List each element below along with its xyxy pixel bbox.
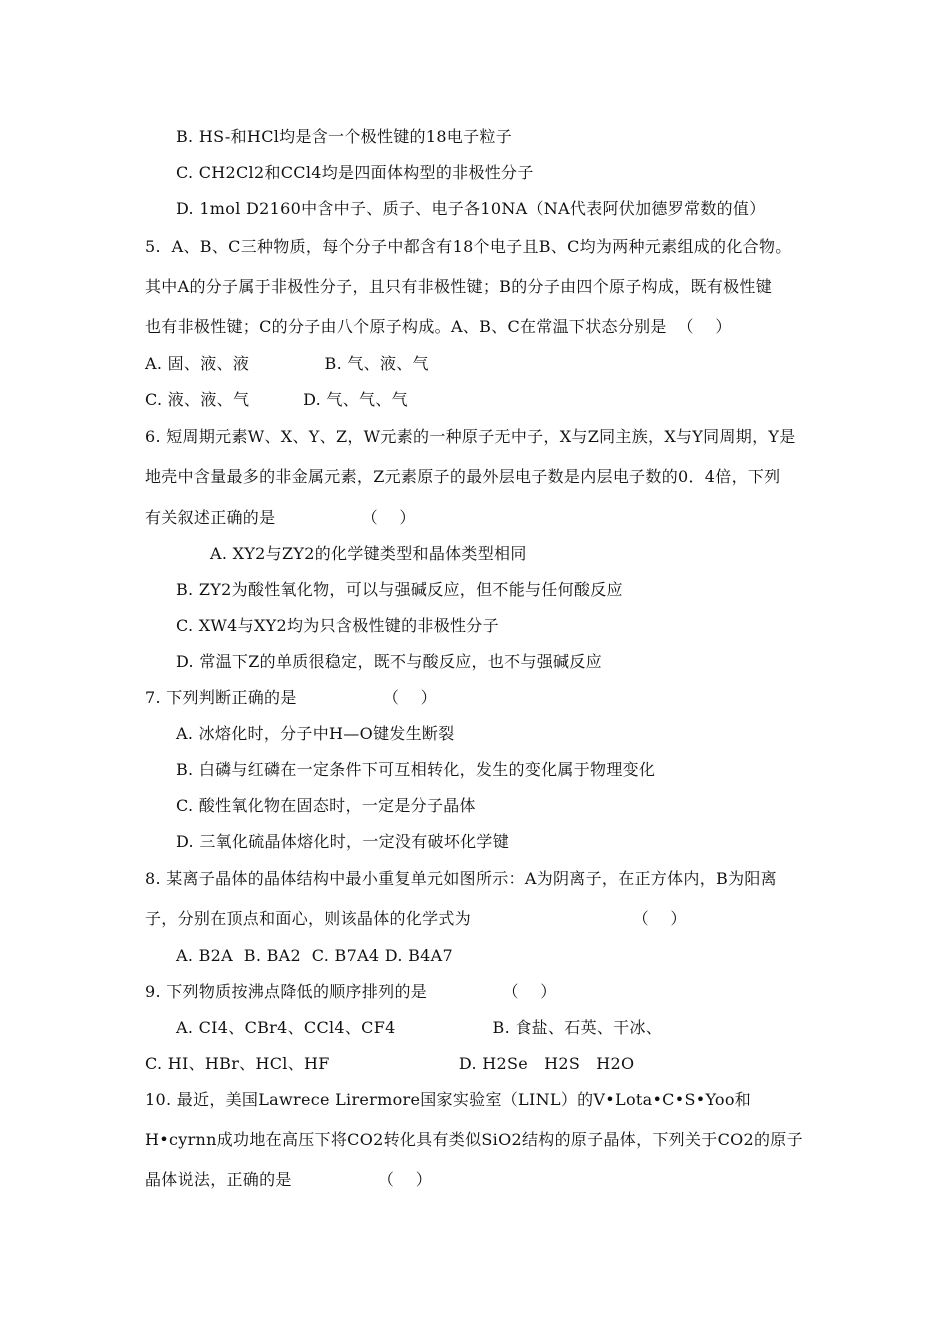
- q7-option-b: B. 白磷与红磷在一定条件下可互相转化，发生的变化属于物理变化: [176, 760, 656, 779]
- q8-stem-line-2: 子，分别在顶点和面心，则该晶体的化学式为 （ ）: [145, 909, 687, 928]
- q5-stem-line-2: 其中A的分子属于非极性分子，且只有非极性键；B的分子由四个原子构成，既有极性键: [145, 277, 773, 296]
- q4-option-b: B. HS-和HCl均是含一个极性键的18电子粒子: [176, 127, 513, 146]
- q7-stem: 7. 下列判断正确的是 （ ）: [145, 688, 437, 707]
- q6-option-b: B. ZY2为酸性氧化物，可以与强碱反应，但不能与任何酸反应: [176, 580, 623, 599]
- q5-options-cd: C. 液、液、气 D. 气、气、气: [145, 390, 408, 409]
- q6-stem-line-3: 有关叙述正确的是 （ ）: [145, 508, 416, 527]
- q4-option-d: D. 1mol D2160中含中子、质子、电子各10NA（NA代表阿伏加德罗常数的值）: [176, 199, 766, 218]
- q6-stem-line-1: 6. 短周期元素W、X、Y、Z，W元素的一种原子无中子，X与Z同主族，X与Y同周期，Y是: [145, 427, 796, 446]
- q6-stem-line-2: 地壳中含量最多的非金属元素，Z元素原子的最外层电子数是内层电子数的0．4倍，下列: [145, 467, 781, 486]
- q5-options-ab: A. 固、液、液 B. 气、液、气: [145, 354, 429, 373]
- q7-option-d: D. 三氧化硫晶体熔化时，一定没有破坏化学键: [176, 832, 510, 851]
- q10-stem-line-3: 晶体说法，正确的是 （ ）: [145, 1170, 433, 1189]
- q10-stem-line-2: H•cyrnn成功地在高压下将CO2转化具有类似SiO2结构的原子晶体，下列关于CO2的原子: [145, 1130, 803, 1149]
- q9-options-cd: C. HI、HBr、HCl、HF D. H2Se H2S H2O: [145, 1054, 635, 1073]
- q7-option-a: A. 冰熔化时，分子中H—O键发生断裂: [176, 724, 455, 743]
- q6-option-d: D. 常温下Z的单质很稳定，既不与酸反应，也不与强碱反应: [176, 652, 602, 671]
- q9-options-ab: A. CI4、CBr4、CCl4、CF4 B. 食盐、石英、干冰、: [176, 1018, 663, 1037]
- q5-stem-line-1: 5. A、B、C三种物质，每个分子中都含有18个电子且B、C均为两种元素组成的化合物。: [145, 237, 792, 256]
- q8-stem-line-1: 8. 某离子晶体的晶体结构中最小重复单元如图所示：A为阴离子，在正方体内，B为阳离: [145, 869, 777, 888]
- q10-stem-line-1: 10. 最近，美国Lawrece Lirermore国家实验室（LINL）的V•Lota•C•S•Yoo和: [145, 1090, 752, 1109]
- q6-option-a: A. XY2与ZY2的化学键类型和晶体类型相同: [210, 544, 527, 563]
- q5-stem-line-3: 也有非极性键；C的分子由八个原子构成。A、B、C在常温下状态分别是 （ ）: [145, 317, 732, 336]
- q8-options: A. B2A B. BA2 C. B7A4 D. B4A7: [176, 946, 453, 965]
- q7-option-c: C. 酸性氧化物在固态时，一定是分子晶体: [176, 796, 476, 815]
- q9-stem: 9. 下列物质按沸点降低的顺序排列的是 （ ）: [145, 982, 557, 1001]
- q6-option-c: C. XW4与XY2均为只含极性键的非极性分子: [176, 616, 499, 635]
- q4-option-c: C. CH2Cl2和CCl4均是四面体构型的非极性分子: [176, 163, 534, 182]
